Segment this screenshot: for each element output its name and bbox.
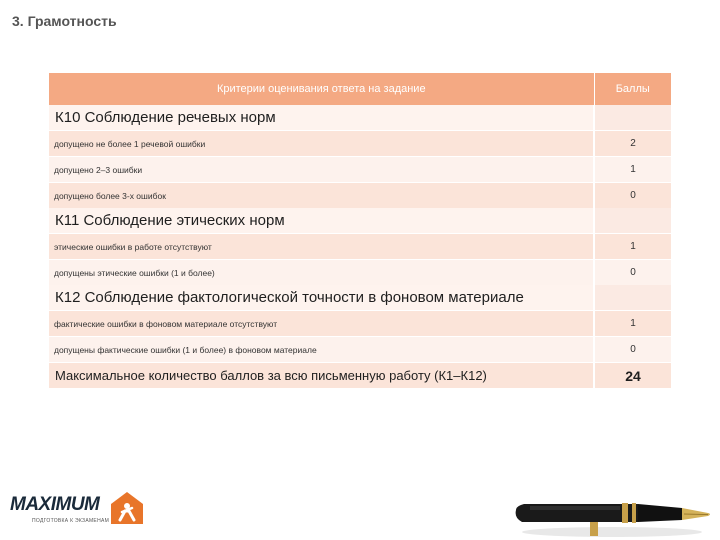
total-score: 24 [594, 363, 671, 389]
criterion-text: фактические ошибки в фоновом материале отсутствуют [49, 311, 594, 337]
criterion-score: 1 [594, 234, 671, 260]
table-row [49, 183, 671, 209]
section-score-cell [594, 105, 671, 131]
criterion-score: 0 [594, 337, 671, 363]
total-text: Максимальное количество баллов за всю письменную работу (К1–К12) [49, 363, 594, 389]
criterion-score: 2 [594, 131, 671, 157]
fountain-pen-icon [510, 468, 720, 540]
slide-title: 3. Грамотность [12, 13, 117, 29]
criterion-text: этические ошибки в работе отсутствуют [49, 234, 594, 260]
criterion-text: допущены этические ошибки (1 и более) [49, 260, 594, 286]
criterion-text: допущено 2–3 ошибки [49, 157, 594, 183]
table-header-row [49, 73, 671, 105]
score-column-header: Баллы [594, 73, 671, 105]
section-header-k12 [49, 285, 671, 311]
section-header-k11 [49, 208, 671, 234]
section-title: К10 Соблюдение речевых норм [49, 105, 594, 131]
table-row [49, 337, 671, 363]
table-row [49, 131, 671, 157]
section-title: К11 Соблюдение этических норм [49, 208, 594, 234]
section-header-k10 [49, 105, 671, 131]
criterion-score: 0 [594, 183, 671, 209]
table-row [49, 157, 671, 183]
logo-wordmark: MAXIMUM [10, 494, 100, 515]
criterion-score: 0 [594, 260, 671, 286]
maximum-logo [10, 490, 145, 534]
logo-tagline: ПОДГОТОВКА К ЭКЗАМЕНАМ [32, 518, 110, 524]
criterion-text: допущено не более 1 речевой ошибки [49, 131, 594, 157]
house-logo-icon [110, 490, 144, 526]
grading-table [49, 73, 671, 388]
table-row [49, 260, 671, 286]
section-score-cell [594, 208, 671, 234]
criterion-score: 1 [594, 157, 671, 183]
section-title: К12 Соблюдение фактологической точности в фоновом материале [49, 285, 594, 311]
section-score-cell [594, 285, 671, 311]
table-row [49, 234, 671, 260]
table-row [49, 311, 671, 337]
criterion-score: 1 [594, 311, 671, 337]
total-row [49, 363, 671, 389]
criterion-text: допущено более 3-х ошибок [49, 183, 594, 209]
criteria-column-header: Критерии оценивания ответа на задание [49, 73, 594, 105]
criterion-text: допущены фактические ошибки (1 и более) в фоновом материале [49, 337, 594, 363]
